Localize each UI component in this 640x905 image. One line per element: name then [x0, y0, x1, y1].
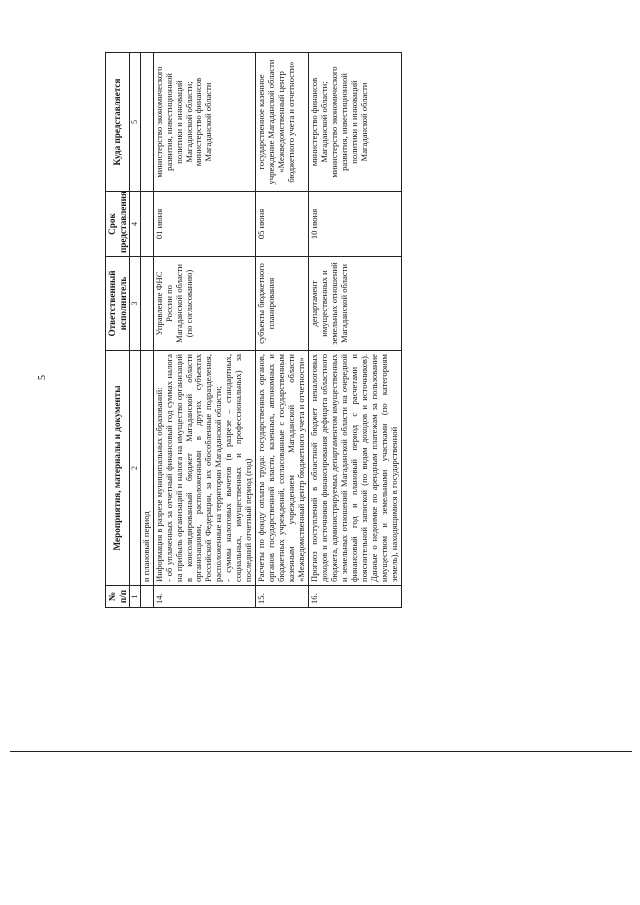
cell-deadline: 10 июня — [309, 192, 402, 257]
header-num: № п/п — [106, 586, 130, 608]
header-destination: Куда представляется — [106, 53, 130, 192]
header-responsible: Ответственный исполнитель — [106, 257, 130, 351]
table-row — [153, 53, 256, 608]
col-number: 2 — [130, 351, 140, 586]
cell-destination: государственное казенное учреждение Магаданской области «Межведомственный центр бюджетного учета и отчетности» — [256, 53, 309, 192]
cell-deadline — [140, 192, 153, 257]
cell-event: Информация в разрезе муниципальных образований: - об уплаченных за отчетный финансовый год суммах налога на прибыль организаций и налога на имущество организаций в консолидированный бюджет Магаданской области организациями, расположенными в других субъектах Российской Федерации, за их обособленные подразделения, расположенные на территории Магаданской области; - суммы налоговых вычетов (в разрезе – стандартных, социальных, имущественных и профессиональных) за последний отчетный период (год) — [153, 351, 256, 586]
events-table — [105, 52, 402, 608]
table-rotator — [105, 53, 555, 608]
cell-num: 15. — [256, 586, 309, 608]
page-number: 5 — [37, 375, 48, 380]
cell-destination — [140, 53, 153, 192]
cell-num: 14. — [153, 586, 256, 608]
horizontal-rule — [10, 751, 632, 752]
cell-deadline: 01 июня — [153, 192, 256, 257]
cell-event: и плановый период — [140, 351, 153, 586]
header-row — [106, 53, 130, 608]
cell-destination: министерство финансов Магаданской области; министерство экономического развития, инвестиционной политики и инноваций Магаданской области — [309, 53, 402, 192]
cell-responsible: Управление ФНС России по Магаданской области (по согласованию) — [153, 257, 256, 351]
cell-num — [140, 586, 153, 608]
column-number-row — [130, 53, 140, 608]
col-number: 1 — [130, 586, 140, 608]
cell-num: 16. — [309, 586, 402, 608]
header-deadline: Срок представления — [106, 192, 130, 257]
col-number: 4 — [130, 192, 140, 257]
cell-destination: министерство экономического развития, инвестиционной политики и инноваций Магаданской области; министерство финансов Магаданской области — [153, 53, 256, 192]
table-row — [309, 53, 402, 608]
cell-event: Расчеты по фонду оплаты труда: государственных органов, органов государственной власти, казенных, автономных и бюджетных учреждений, согласованные с государственным казенным учреждением Магаданской области «Межведомственный центр бюджетного учета и отчетности» — [256, 351, 309, 586]
continuation-row — [140, 53, 153, 608]
col-number: 3 — [130, 257, 140, 351]
cell-responsible — [140, 257, 153, 351]
col-number: 5 — [130, 53, 140, 192]
cell-responsible: департамент имущественных и земельных отношений Магаданской области — [309, 257, 402, 351]
header-event: Мероприятия, материалы и документы — [106, 351, 130, 586]
cell-deadline: 05 июня — [256, 192, 309, 257]
rotated-table-stage — [105, 53, 640, 604]
table-row — [256, 53, 309, 608]
cell-responsible: субъекты бюджетного планирования — [256, 257, 309, 351]
cell-event: Прогноз поступлений в областной бюджет неналоговых доходов и источников финансирования дефицита областного бюджета, администрируемых департаментом имущественных и земельных отношений Магаданской области на очередной финансовый год и плановый период с расчетами и пояснительной запиской (по видам доходов и источников). Данные о недоимке по арендным платежам за пользование имуществом и земельными участками (по категориям земель), находящимися в государственной — [309, 351, 402, 586]
